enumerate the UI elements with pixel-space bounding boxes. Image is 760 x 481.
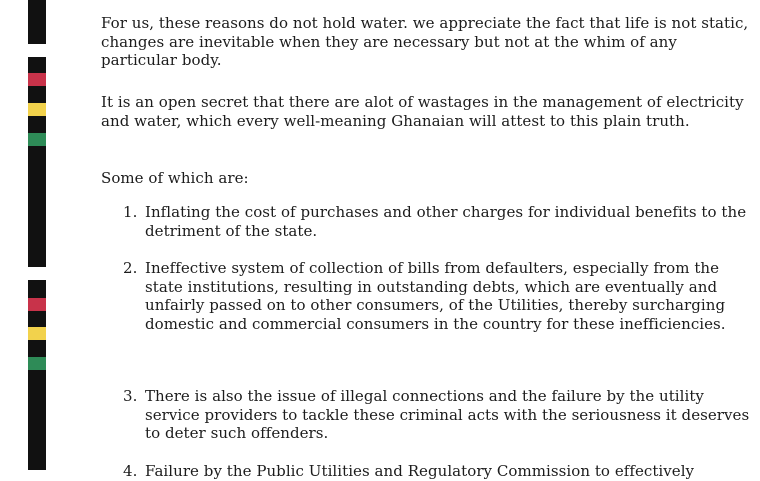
list-item	[123, 203, 753, 240]
list-item	[123, 259, 753, 333]
paragraph: For us, these reasons do not hold water. we appreciate the fact that life is not static, changes are inevitable when they are necessary but not at the whim of any particular body.	[101, 14, 749, 69]
bar-stripe-white	[28, 44, 46, 57]
bar-stripe-white	[28, 267, 46, 280]
paragraph: It is an open secret that there are alot of wastages in the management of electricity and water, which every well-meaning Ghanaian will attest to this plain truth.	[101, 93, 744, 130]
list-item-text: Inflating the cost of purchases and other charges for individual benefits to the detriment of the state.	[145, 203, 747, 240]
left-decorative-bar	[28, 0, 46, 470]
list-item-text: Failure by the Public Utilities and Regulatory Commission to effectively	[145, 462, 695, 480]
bar-stripe-yellow	[28, 327, 46, 340]
bar-stripe-green	[28, 357, 46, 370]
bar-stripe-yellow	[28, 103, 46, 116]
list-item-text: Ineffective system of collection of bills from defaulters, especially from the state institutions, resulting in outstanding debts, which are eventually and unfairly passed on to other consumers, of the Utilities, thereby surcharging domestic and commercial consumers in the country for these inefficiencies.	[145, 259, 726, 333]
list-number: 1.	[123, 203, 138, 221]
list-item	[123, 387, 753, 443]
list-number: 3.	[123, 387, 138, 405]
list-number: 4.	[123, 462, 138, 480]
list-item-text: There is also the issue of illegal connections and the failure by the utility service providers to tackle these criminal acts with the seriousness it deserves to deter such offenders.	[145, 387, 750, 442]
bar-stripe-red	[28, 73, 46, 86]
bar-stripe-green	[28, 133, 46, 146]
list-item	[123, 462, 753, 481]
list-number: 2.	[123, 259, 138, 277]
bar-stripe-red	[28, 298, 46, 311]
paragraph: Some of which are:	[101, 169, 249, 187]
